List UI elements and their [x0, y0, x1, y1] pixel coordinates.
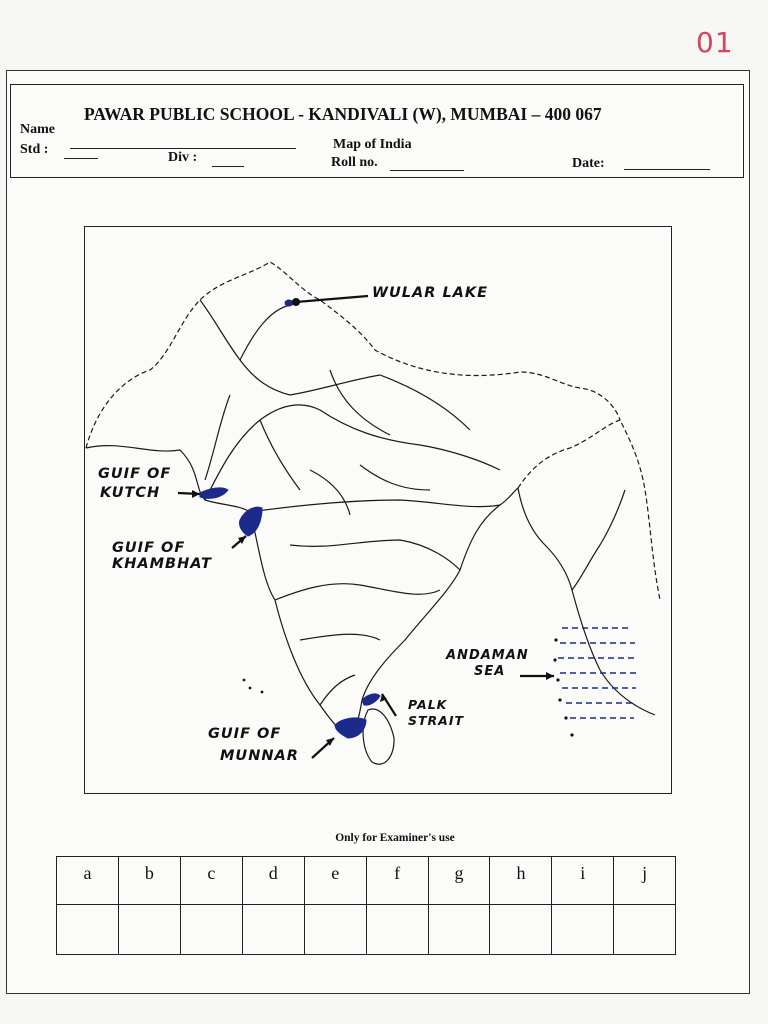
std-label: Std : — [20, 142, 49, 157]
palk-strait-marker — [362, 694, 380, 705]
marks-cell[interactable] — [118, 905, 180, 955]
date-label: Date: — [572, 156, 605, 171]
andaman-sea-shading — [558, 628, 636, 718]
marks-column-header: b — [118, 857, 180, 905]
name-label: Name — [20, 122, 55, 137]
andaman-sea-label-line1: ANDAMAN — [446, 648, 529, 663]
marks-cell[interactable] — [366, 905, 428, 955]
gulf-of-kutch-label-line2: KUTCH — [100, 485, 161, 501]
roll-label: Roll no. — [331, 155, 378, 170]
marks-column-header: g — [428, 857, 490, 905]
wular-lake-label: WULAR LAKE — [372, 285, 489, 301]
marks-column-header: e — [304, 857, 366, 905]
gulf-of-mannar-marker — [335, 718, 366, 738]
marks-cell[interactable] — [614, 905, 676, 955]
marks-cell[interactable] — [490, 905, 552, 955]
marks-column-header: c — [180, 857, 242, 905]
gulf-of-mannar-label-line2: MUNNAR — [220, 748, 299, 764]
gulf-of-kutch-marker — [200, 488, 228, 498]
marks-column-header: a — [57, 857, 119, 905]
marks-column-header: h — [490, 857, 552, 905]
marker-shading — [200, 300, 380, 738]
marks-cell[interactable] — [552, 905, 614, 955]
marks-cell[interactable] — [304, 905, 366, 955]
examiner-marks-table — [56, 856, 676, 955]
marks-entry-row — [57, 905, 676, 955]
school-title: PAWAR PUBLIC SCHOOL - KANDIVALI (W), MUMBAI – 400 067 — [84, 104, 602, 124]
gulf-of-mannar-label-line1: GUIF OF — [208, 726, 282, 742]
marks-column-header: j — [614, 857, 676, 905]
marks-column-header: i — [552, 857, 614, 905]
div-label: Div : — [168, 150, 198, 165]
gulf-of-kutch-label-line1: GUIF OF — [98, 466, 172, 482]
gulf-of-khambhat-label-line1: GUIF OF — [112, 540, 186, 556]
wular-lake-marker — [285, 300, 293, 306]
gulf-of-khambhat-marker — [239, 507, 262, 536]
page-number: 01 — [696, 26, 734, 59]
gulf-of-khambhat-label-line2: KHAMBHAT — [112, 556, 212, 572]
marks-column-header: f — [366, 857, 428, 905]
marks-header-row — [57, 857, 676, 905]
examiner-title: Only for Examiner's use — [335, 832, 455, 844]
marks-cell[interactable] — [57, 905, 119, 955]
marks-cell[interactable] — [242, 905, 304, 955]
marks-cell[interactable] — [180, 905, 242, 955]
marks-column-header: d — [242, 857, 304, 905]
andaman-sea-label-line2: SEA — [474, 664, 506, 679]
map-title: Map of India — [333, 137, 412, 152]
palk-strait-label-line2: STRAIT — [408, 713, 465, 728]
map-outline — [86, 262, 660, 764]
palk-strait-label-line1: PALK — [408, 697, 448, 712]
marks-cell[interactable] — [428, 905, 490, 955]
